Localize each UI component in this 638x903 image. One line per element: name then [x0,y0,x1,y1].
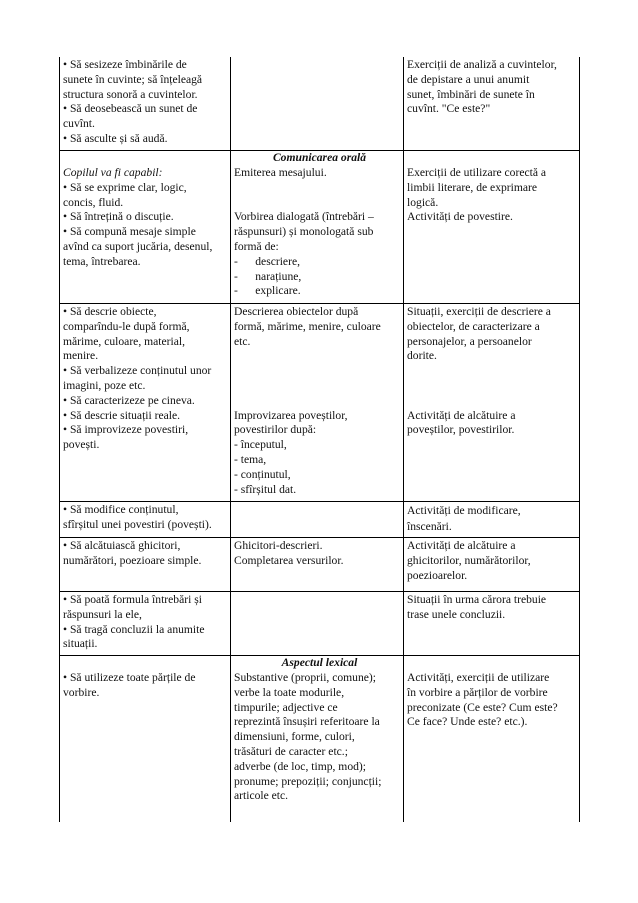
activities-cell [404,151,580,303]
text-line: mărime, culoare, material, [63,334,185,348]
objectives-cell [59,304,231,501]
text-line: poveștilor, povestirilor. [407,423,515,437]
text-line: răspunsuri) și monologată sub [234,225,374,239]
table-row [59,304,580,502]
section-title: Comunicarea orală [272,151,367,164]
activities-cell [404,656,580,822]
text-line: - narațiune, [234,269,302,283]
text-line: sfîrșitul unei povestiri (povești). [63,517,212,531]
objectives-cell [59,656,231,822]
text-line: tema, întrebarea. [63,254,141,268]
text-line: formă de: [234,239,279,253]
text-line: Activități, exerciții de utilizare [407,671,550,684]
text-line: cuvînt. "Ce este?" [407,102,491,116]
text-line: • Să improvizeze povestiri, [63,423,189,437]
activities-cell [404,57,580,150]
objectives-cell [59,592,231,655]
text-line: verbe la toate modurile, [234,685,345,699]
text-line: timpurile; adjective ce [234,700,338,714]
text-line: menire. [63,349,99,363]
text-line: situații. [63,637,98,651]
text-line: Copilul va fi capabil: [63,166,163,179]
text-line: • Să asculte și să audă. [63,131,168,145]
text-line: Situații, exerciții de descriere a [407,305,551,318]
text-line: de depistare a unui anumit [407,72,530,86]
text-line: • Să utilizeze toate părțile de [63,671,196,684]
text-line: Situații în urma cărora trebuie [407,593,547,606]
objectives-cell [59,502,231,537]
text-line: Activități de povestire. [407,210,513,224]
text-line: • Să sesizeze îmbinările de [63,58,187,71]
text-line: în vorbire a părților de vorbire [407,685,548,699]
text-line: sunet, îmbinări de sunete în [407,87,535,101]
text-line: personajelor, a persoanelor [407,334,532,348]
activities-cell [404,538,580,591]
text-line: trăsături de caracter etc.; [234,744,348,758]
text-line: Substantive (proprii, comune); [234,671,376,684]
text-line: sunete în cuvinte; să înțeleagă [63,72,203,86]
text-line: imagini, poze etc. [63,378,146,392]
text-line: adverbe (de loc, timp, mod); [234,759,366,773]
content-cell [231,57,404,150]
text-line: poezioarelor. [407,568,468,582]
objectives-cell [59,57,231,150]
text-line: • Să alcătuiască ghicitori, [63,539,181,552]
text-line: structura sonoră a cuvintelor. [63,87,198,101]
text-line: avînd ca suport jucăria, desenul, [63,239,213,253]
content-cell [231,502,404,537]
text-line: reprezintă însușiri referitoare la [234,715,380,729]
text-line: trase unele concluzii. [407,607,506,621]
text-line: comparîndu-le după formă, [63,319,190,333]
text-line: dimensiuni, forme, culori, [234,730,355,744]
text-line: • Să tragă concluzii la anumite [63,622,205,636]
objectives-cell [59,151,231,303]
text-line: Improvizarea poveștilor, [234,408,348,422]
text-line: Exerciții de utilizare corectă a [407,166,547,179]
content-cell [231,538,404,591]
text-line: Ce face? Unde este? etc.). [407,715,528,729]
text-line: numărători, poezioare simple. [63,553,202,567]
text-line: ghicitorilor, numărătorilor, [407,553,531,567]
text-line: • Să deosebească un sunet de [63,102,198,116]
text-line: • Să compună mesaje simple [63,225,196,239]
text-line: articole etc. [234,789,289,803]
curriculum-table [59,57,580,822]
activities-cell [404,592,580,655]
text-line: • Să verbalizeze conținutul unor [63,364,212,378]
text-line: preconizate (Ce este? Cum este? [407,700,558,714]
text-line: răspunsuri la ele, [63,607,142,621]
text-line: cuvînt. [63,117,95,131]
content-cell [231,151,404,303]
table-row [59,592,580,656]
text-line: etc. [234,334,251,348]
table-row [59,151,580,304]
text-line: Vorbirea dialogată (întrebări – [234,210,374,224]
activities-cell [404,304,580,501]
text-line: obiectelor, de caracterizare a [407,319,540,333]
text-line: Activități de alcătuire a [407,539,516,552]
text-line: Completarea versurilor. [234,553,344,567]
text-line: Activități de modificare, [407,504,521,517]
text-line: Descrierea obiectelor după [234,305,359,318]
section-title: Aspectul lexical [281,656,358,669]
activities-cell [404,502,580,537]
text-line: • Să modifice conținutul, [63,503,179,516]
content-cell [231,656,404,822]
text-line: • Să descrie situații reale. [63,408,181,422]
text-line: • Să poată formula întrebări și [63,593,202,606]
text-line: • Să se exprime clar, logic, [63,180,187,194]
table-row [59,656,580,822]
content-cell [231,592,404,655]
content-cell [231,304,404,501]
text-line: Ghicitori-descrieri. [234,539,323,552]
table-row [59,538,580,592]
text-line: - tema, [234,452,267,466]
table-row [59,57,580,151]
text-line: - sfîrșitul dat. [234,482,297,496]
text-line: povestirilor după: [234,423,317,437]
text-line: • Să caracterizeze pe cineva. [63,393,195,407]
text-line: povești. [63,438,100,452]
text-line: concis, fluid. [63,195,124,209]
text-line: Activități de alcătuire a [407,408,516,422]
text-line: • Să întrețină o discuție. [63,210,174,224]
text-line: - descriere, [234,254,300,268]
text-line: formă, mărime, menire, culoare [234,319,381,333]
table-row [59,502,580,538]
objectives-cell [59,538,231,591]
text-line: logică. [407,195,439,209]
text-line: - începutul, [234,438,287,452]
text-line: dorite. [407,349,437,363]
text-line: limbii literare, de exprimare [407,180,538,194]
text-line: - explicare. [234,284,301,298]
text-line: vorbire. [63,685,100,699]
text-line: • Să descrie obiecte, [63,305,157,318]
text-line: - conținutul, [234,467,291,481]
text-line: pronume; prepoziții; conjuncții; [234,774,382,788]
text-line: înscenări. [407,520,452,533]
text-line: Emiterea mesajului. [234,166,327,179]
text-line: Exerciții de analiză a cuvintelor, [407,58,557,71]
